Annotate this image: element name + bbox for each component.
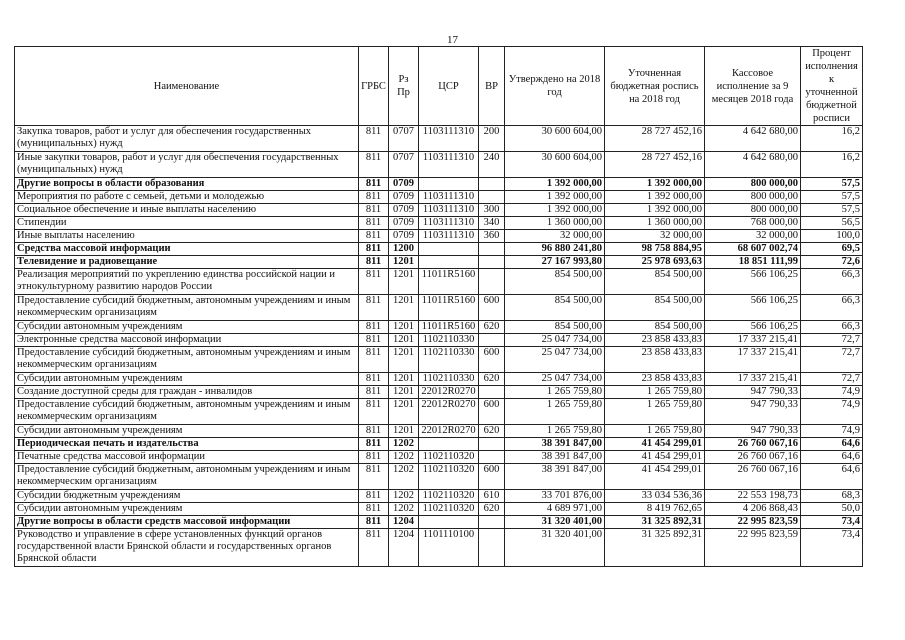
cell-revised: 98 758 884,95 bbox=[605, 243, 705, 256]
cell-name: Иные выплаты населению bbox=[15, 230, 359, 243]
cell-csr: 1103111310 bbox=[419, 152, 479, 178]
cell-rzpr: 1201 bbox=[389, 321, 419, 334]
table-row bbox=[15, 425, 863, 438]
cell-percent: 57,5 bbox=[801, 178, 863, 191]
table-row bbox=[15, 256, 863, 269]
cell-revised: 28 727 452,16 bbox=[605, 152, 705, 178]
cell-percent: 50,0 bbox=[801, 503, 863, 516]
cell-name: Субсидии автономным учреждениям bbox=[15, 503, 359, 516]
cell-name: Субсидии бюджетным учреждениям bbox=[15, 490, 359, 503]
table-row bbox=[15, 243, 863, 256]
table-row bbox=[15, 373, 863, 386]
cell-vr: 620 bbox=[479, 373, 505, 386]
cell-approved: 1 360 000,00 bbox=[505, 217, 605, 230]
cell-grbs: 811 bbox=[359, 490, 389, 503]
cell-name: Телевидение и радиовещание bbox=[15, 256, 359, 269]
cell-name: Иные закупки товаров, работ и услуг для обеспечения государственных (муниципальных) нужд bbox=[15, 152, 359, 178]
cell-rzpr: 1201 bbox=[389, 269, 419, 295]
cell-csr: 1102110330 bbox=[419, 373, 479, 386]
cell-csr: 1103111310 bbox=[419, 204, 479, 217]
cell-grbs: 811 bbox=[359, 386, 389, 399]
cell-revised: 23 858 433,83 bbox=[605, 373, 705, 386]
cell-approved: 854 500,00 bbox=[505, 321, 605, 334]
header-grbs: ГРБС bbox=[359, 47, 389, 126]
cell-csr: 1103111310 bbox=[419, 191, 479, 204]
cell-name: Стипендии bbox=[15, 217, 359, 230]
budget-execution-table bbox=[14, 46, 863, 567]
cell-name: Руководство и управление в сфере установленных функций органов государственной власти Брянской области и государственных органов Брянской области bbox=[15, 529, 359, 567]
cell-approved: 31 320 401,00 bbox=[505, 516, 605, 529]
cell-executed: 17 337 215,41 bbox=[705, 334, 801, 347]
cell-grbs: 811 bbox=[359, 243, 389, 256]
cell-grbs: 811 bbox=[359, 191, 389, 204]
cell-grbs: 811 bbox=[359, 399, 389, 425]
cell-approved: 38 391 847,00 bbox=[505, 451, 605, 464]
cell-grbs: 811 bbox=[359, 503, 389, 516]
cell-revised: 8 419 762,65 bbox=[605, 503, 705, 516]
cell-grbs: 811 bbox=[359, 204, 389, 217]
cell-revised: 28 727 452,16 bbox=[605, 126, 705, 152]
cell-rzpr: 1202 bbox=[389, 451, 419, 464]
header-executed: Кассовое исполнение за 9 месяцев 2018 года bbox=[705, 47, 801, 126]
cell-rzpr: 1201 bbox=[389, 256, 419, 269]
cell-csr bbox=[419, 256, 479, 269]
cell-csr: 1103111310 bbox=[419, 126, 479, 152]
cell-percent: 57,5 bbox=[801, 204, 863, 217]
cell-csr: 22012R0270 bbox=[419, 399, 479, 425]
cell-csr bbox=[419, 516, 479, 529]
cell-approved: 96 880 241,80 bbox=[505, 243, 605, 256]
cell-name: Мероприятия по работе с семьей, детьми и молодежью bbox=[15, 191, 359, 204]
table-row bbox=[15, 217, 863, 230]
cell-revised: 1 392 000,00 bbox=[605, 178, 705, 191]
cell-executed: 947 790,33 bbox=[705, 425, 801, 438]
cell-name: Другие вопросы в области средств массовой информации bbox=[15, 516, 359, 529]
header-vr: ВР bbox=[479, 47, 505, 126]
cell-revised: 1 392 000,00 bbox=[605, 191, 705, 204]
header-rzpr: Рз Пр bbox=[389, 47, 419, 126]
cell-revised: 854 500,00 bbox=[605, 321, 705, 334]
cell-vr: 600 bbox=[479, 399, 505, 425]
table-row bbox=[15, 516, 863, 529]
cell-percent: 69,5 bbox=[801, 243, 863, 256]
cell-executed: 17 337 215,41 bbox=[705, 347, 801, 373]
cell-executed: 566 106,25 bbox=[705, 295, 801, 321]
cell-grbs: 811 bbox=[359, 152, 389, 178]
header-csr: ЦСР bbox=[419, 47, 479, 126]
cell-percent: 72,7 bbox=[801, 347, 863, 373]
cell-percent: 72,6 bbox=[801, 256, 863, 269]
cell-rzpr: 1202 bbox=[389, 503, 419, 516]
cell-executed: 566 106,25 bbox=[705, 321, 801, 334]
header-revised: Уточненная бюджетная роспись на 2018 год bbox=[605, 47, 705, 126]
header-approved: Утверждено на 2018 год bbox=[505, 47, 605, 126]
cell-grbs: 811 bbox=[359, 425, 389, 438]
cell-percent: 16,2 bbox=[801, 126, 863, 152]
cell-vr bbox=[479, 256, 505, 269]
cell-name: Средства массовой информации bbox=[15, 243, 359, 256]
cell-csr: 1102110320 bbox=[419, 490, 479, 503]
cell-executed: 68 607 002,74 bbox=[705, 243, 801, 256]
cell-grbs: 811 bbox=[359, 256, 389, 269]
table-row bbox=[15, 295, 863, 321]
cell-rzpr: 1201 bbox=[389, 347, 419, 373]
cell-vr: 340 bbox=[479, 217, 505, 230]
cell-executed: 26 760 067,16 bbox=[705, 438, 801, 451]
cell-name: Периодическая печать и издательства bbox=[15, 438, 359, 451]
cell-vr: 610 bbox=[479, 490, 505, 503]
cell-executed: 26 760 067,16 bbox=[705, 451, 801, 464]
cell-approved: 30 600 604,00 bbox=[505, 152, 605, 178]
cell-percent: 73,4 bbox=[801, 529, 863, 567]
cell-executed: 32 000,00 bbox=[705, 230, 801, 243]
cell-vr: 200 bbox=[479, 126, 505, 152]
cell-csr bbox=[419, 178, 479, 191]
cell-rzpr: 1202 bbox=[389, 464, 419, 490]
cell-approved: 1 392 000,00 bbox=[505, 178, 605, 191]
cell-approved: 33 701 876,00 bbox=[505, 490, 605, 503]
cell-percent: 64,6 bbox=[801, 451, 863, 464]
cell-approved: 854 500,00 bbox=[505, 269, 605, 295]
cell-executed: 4 206 868,43 bbox=[705, 503, 801, 516]
cell-rzpr: 1202 bbox=[389, 438, 419, 451]
cell-executed: 26 760 067,16 bbox=[705, 464, 801, 490]
cell-revised: 41 454 299,01 bbox=[605, 438, 705, 451]
table-row bbox=[15, 490, 863, 503]
cell-percent: 66,3 bbox=[801, 295, 863, 321]
cell-name: Субсидии автономным учреждениям bbox=[15, 373, 359, 386]
cell-rzpr: 0707 bbox=[389, 126, 419, 152]
table-row bbox=[15, 152, 863, 178]
cell-name: Реализация мероприятий по укреплению единства российской нации и этнокультурному развитию народов России bbox=[15, 269, 359, 295]
cell-percent: 100,0 bbox=[801, 230, 863, 243]
cell-vr bbox=[479, 334, 505, 347]
table-row bbox=[15, 230, 863, 243]
cell-executed: 4 642 680,00 bbox=[705, 152, 801, 178]
table-row bbox=[15, 529, 863, 567]
cell-revised: 25 978 693,63 bbox=[605, 256, 705, 269]
cell-vr: 240 bbox=[479, 152, 505, 178]
cell-executed: 4 642 680,00 bbox=[705, 126, 801, 152]
cell-percent: 72,7 bbox=[801, 373, 863, 386]
cell-percent: 72,7 bbox=[801, 334, 863, 347]
cell-rzpr: 1201 bbox=[389, 399, 419, 425]
table-header-row bbox=[15, 47, 863, 126]
cell-executed: 22 995 823,59 bbox=[705, 516, 801, 529]
cell-csr: 1102110320 bbox=[419, 464, 479, 490]
table-row bbox=[15, 386, 863, 399]
cell-approved: 25 047 734,00 bbox=[505, 347, 605, 373]
cell-executed: 947 790,33 bbox=[705, 386, 801, 399]
cell-vr: 600 bbox=[479, 347, 505, 373]
cell-approved: 27 167 993,80 bbox=[505, 256, 605, 269]
cell-approved: 25 047 734,00 bbox=[505, 334, 605, 347]
cell-grbs: 811 bbox=[359, 178, 389, 191]
cell-approved: 25 047 734,00 bbox=[505, 373, 605, 386]
cell-name: Закупка товаров, работ и услуг для обеспечения государственных (муниципальных) нужд bbox=[15, 126, 359, 152]
cell-grbs: 811 bbox=[359, 451, 389, 464]
cell-revised: 33 034 536,36 bbox=[605, 490, 705, 503]
cell-approved: 1 392 000,00 bbox=[505, 191, 605, 204]
cell-csr: 22012R0270 bbox=[419, 386, 479, 399]
cell-rzpr: 0709 bbox=[389, 230, 419, 243]
cell-vr: 360 bbox=[479, 230, 505, 243]
cell-approved: 31 320 401,00 bbox=[505, 529, 605, 567]
cell-percent: 68,3 bbox=[801, 490, 863, 503]
cell-approved: 38 391 847,00 bbox=[505, 438, 605, 451]
cell-rzpr: 0709 bbox=[389, 178, 419, 191]
cell-revised: 23 858 433,83 bbox=[605, 347, 705, 373]
table-row bbox=[15, 347, 863, 373]
cell-executed: 947 790,33 bbox=[705, 399, 801, 425]
cell-vr bbox=[479, 516, 505, 529]
cell-approved: 30 600 604,00 bbox=[505, 126, 605, 152]
cell-percent: 66,3 bbox=[801, 269, 863, 295]
cell-revised: 23 858 433,83 bbox=[605, 334, 705, 347]
cell-approved: 38 391 847,00 bbox=[505, 464, 605, 490]
cell-percent: 16,2 bbox=[801, 152, 863, 178]
cell-rzpr: 1204 bbox=[389, 516, 419, 529]
cell-executed: 566 106,25 bbox=[705, 269, 801, 295]
cell-csr: 1102110320 bbox=[419, 451, 479, 464]
cell-executed: 22 995 823,59 bbox=[705, 529, 801, 567]
cell-grbs: 811 bbox=[359, 438, 389, 451]
cell-vr: 620 bbox=[479, 503, 505, 516]
cell-csr: 1102110320 bbox=[419, 503, 479, 516]
cell-percent: 66,3 bbox=[801, 321, 863, 334]
cell-name: Создание доступной среды для граждан - инвалидов bbox=[15, 386, 359, 399]
table-row bbox=[15, 464, 863, 490]
cell-grbs: 811 bbox=[359, 217, 389, 230]
cell-csr: 11011R5160 bbox=[419, 295, 479, 321]
cell-rzpr: 1201 bbox=[389, 373, 419, 386]
table-row bbox=[15, 334, 863, 347]
cell-revised: 854 500,00 bbox=[605, 269, 705, 295]
cell-revised: 31 325 892,31 bbox=[605, 516, 705, 529]
cell-rzpr: 1202 bbox=[389, 490, 419, 503]
cell-vr bbox=[479, 269, 505, 295]
cell-rzpr: 0709 bbox=[389, 191, 419, 204]
cell-rzpr: 0709 bbox=[389, 204, 419, 217]
cell-grbs: 811 bbox=[359, 373, 389, 386]
cell-vr: 620 bbox=[479, 425, 505, 438]
cell-csr bbox=[419, 243, 479, 256]
cell-revised: 1 265 759,80 bbox=[605, 399, 705, 425]
cell-percent: 74,9 bbox=[801, 386, 863, 399]
cell-revised: 854 500,00 bbox=[605, 295, 705, 321]
cell-vr bbox=[479, 451, 505, 464]
cell-executed: 17 337 215,41 bbox=[705, 373, 801, 386]
cell-name: Другие вопросы в области образования bbox=[15, 178, 359, 191]
cell-grbs: 811 bbox=[359, 295, 389, 321]
cell-revised: 32 000,00 bbox=[605, 230, 705, 243]
cell-revised: 1 392 000,00 bbox=[605, 204, 705, 217]
cell-rzpr: 1201 bbox=[389, 334, 419, 347]
cell-revised: 1 265 759,80 bbox=[605, 425, 705, 438]
cell-vr: 300 bbox=[479, 204, 505, 217]
table-row bbox=[15, 178, 863, 191]
cell-name: Субсидии автономным учреждениям bbox=[15, 425, 359, 438]
table-row bbox=[15, 204, 863, 217]
cell-percent: 74,9 bbox=[801, 399, 863, 425]
cell-vr bbox=[479, 386, 505, 399]
table-row bbox=[15, 451, 863, 464]
cell-grbs: 811 bbox=[359, 464, 389, 490]
cell-revised: 41 454 299,01 bbox=[605, 464, 705, 490]
cell-approved: 4 689 971,00 bbox=[505, 503, 605, 516]
cell-csr: 22012R0270 bbox=[419, 425, 479, 438]
cell-grbs: 811 bbox=[359, 529, 389, 567]
page-number: 17 bbox=[447, 34, 458, 46]
cell-name: Субсидии автономным учреждениям bbox=[15, 321, 359, 334]
cell-rzpr: 1201 bbox=[389, 386, 419, 399]
cell-revised: 41 454 299,01 bbox=[605, 451, 705, 464]
table-row bbox=[15, 269, 863, 295]
cell-grbs: 811 bbox=[359, 230, 389, 243]
cell-executed: 768 000,00 bbox=[705, 217, 801, 230]
cell-executed: 800 000,00 bbox=[705, 178, 801, 191]
cell-rzpr: 1201 bbox=[389, 295, 419, 321]
cell-vr: 600 bbox=[479, 464, 505, 490]
cell-vr: 620 bbox=[479, 321, 505, 334]
cell-name: Социальное обеспечение и иные выплаты населению bbox=[15, 204, 359, 217]
header-percent: Процент исполнения к уточненной бюджетной росписи bbox=[801, 47, 863, 126]
cell-grbs: 811 bbox=[359, 347, 389, 373]
cell-rzpr: 1204 bbox=[389, 529, 419, 567]
cell-percent: 57,5 bbox=[801, 191, 863, 204]
cell-csr: 1101110100 bbox=[419, 529, 479, 567]
cell-executed: 22 553 198,73 bbox=[705, 490, 801, 503]
cell-rzpr: 0709 bbox=[389, 217, 419, 230]
cell-percent: 73,4 bbox=[801, 516, 863, 529]
cell-percent: 64,6 bbox=[801, 464, 863, 490]
cell-vr bbox=[479, 529, 505, 567]
cell-approved: 1 265 759,80 bbox=[505, 425, 605, 438]
cell-rzpr: 1201 bbox=[389, 425, 419, 438]
cell-revised: 31 325 892,31 bbox=[605, 529, 705, 567]
cell-csr bbox=[419, 438, 479, 451]
cell-csr: 1103111310 bbox=[419, 217, 479, 230]
cell-grbs: 811 bbox=[359, 321, 389, 334]
cell-approved: 1 265 759,80 bbox=[505, 386, 605, 399]
cell-csr: 1102110330 bbox=[419, 347, 479, 373]
cell-approved: 32 000,00 bbox=[505, 230, 605, 243]
cell-revised: 1 265 759,80 bbox=[605, 386, 705, 399]
cell-csr: 11011R5160 bbox=[419, 321, 479, 334]
cell-executed: 18 851 111,99 bbox=[705, 256, 801, 269]
cell-percent: 64,6 bbox=[801, 438, 863, 451]
cell-executed: 800 000,00 bbox=[705, 204, 801, 217]
cell-csr: 1102110330 bbox=[419, 334, 479, 347]
cell-name: Электронные средства массовой информации bbox=[15, 334, 359, 347]
table-row bbox=[15, 399, 863, 425]
cell-approved: 1 392 000,00 bbox=[505, 204, 605, 217]
cell-csr: 1103111310 bbox=[419, 230, 479, 243]
cell-approved: 1 265 759,80 bbox=[505, 399, 605, 425]
cell-vr bbox=[479, 178, 505, 191]
cell-grbs: 811 bbox=[359, 516, 389, 529]
cell-csr: 11011R5160 bbox=[419, 269, 479, 295]
cell-name: Предоставление субсидий бюджетным, автономным учреждениям и иным некоммерческим организациям bbox=[15, 464, 359, 490]
cell-vr: 600 bbox=[479, 295, 505, 321]
table-row bbox=[15, 321, 863, 334]
cell-percent: 74,9 bbox=[801, 425, 863, 438]
cell-percent: 56,5 bbox=[801, 217, 863, 230]
cell-executed: 800 000,00 bbox=[705, 191, 801, 204]
cell-name: Предоставление субсидий бюджетным, автономным учреждениям и иным некоммерческим организациям bbox=[15, 347, 359, 373]
table-row bbox=[15, 438, 863, 451]
table-row bbox=[15, 126, 863, 152]
cell-grbs: 811 bbox=[359, 269, 389, 295]
cell-approved: 854 500,00 bbox=[505, 295, 605, 321]
cell-name: Предоставление субсидий бюджетным, автономным учреждениям и иным некоммерческим организациям bbox=[15, 295, 359, 321]
cell-rzpr: 0707 bbox=[389, 152, 419, 178]
cell-vr bbox=[479, 438, 505, 451]
cell-revised: 1 360 000,00 bbox=[605, 217, 705, 230]
cell-name: Предоставление субсидий бюджетным, автономным учреждениям и иным некоммерческим организациям bbox=[15, 399, 359, 425]
table-row bbox=[15, 191, 863, 204]
header-name: Наименование bbox=[15, 47, 359, 126]
cell-rzpr: 1200 bbox=[389, 243, 419, 256]
cell-grbs: 811 bbox=[359, 334, 389, 347]
table-row bbox=[15, 503, 863, 516]
cell-grbs: 811 bbox=[359, 126, 389, 152]
cell-vr bbox=[479, 243, 505, 256]
cell-name: Печатные средства массовой информации bbox=[15, 451, 359, 464]
cell-vr bbox=[479, 191, 505, 204]
